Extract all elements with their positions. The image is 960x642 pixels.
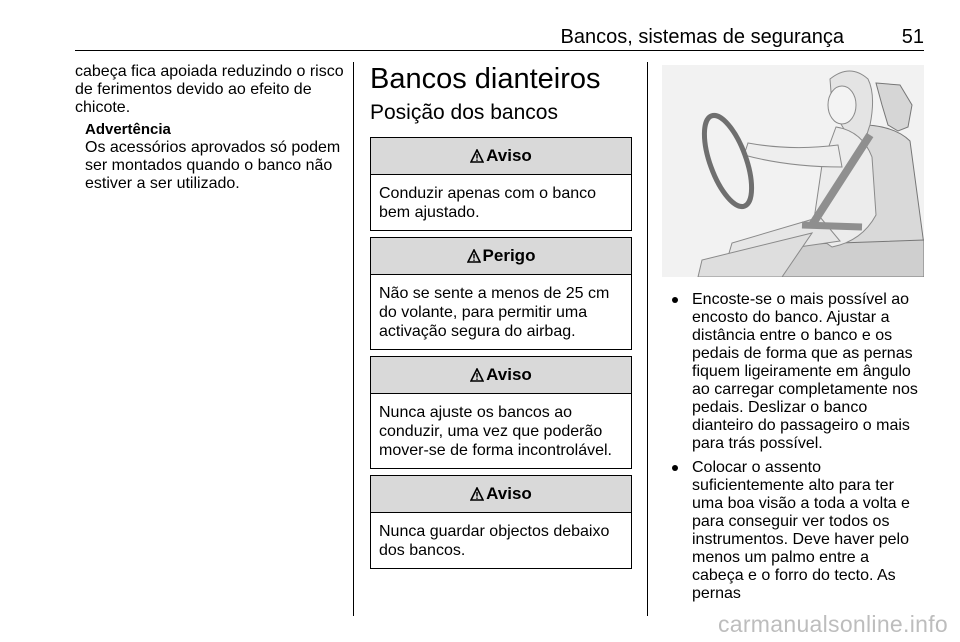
warning-triangle-icon [470, 487, 484, 501]
warning-text: Os acessórios aprovados só podem ser montados quando o banco não estiver a ser utilizado. [85, 139, 341, 192]
warning-triangle-icon [470, 149, 484, 163]
notice-box-title: Aviso [486, 365, 532, 384]
notice-box-header [371, 138, 631, 175]
bullet-icon [672, 297, 678, 303]
notice-box-text: Nunca guardar objectos debaixo dos bancos. [379, 523, 610, 559]
warning-note [85, 121, 345, 193]
watermark: carmanualsonline.info [717, 611, 948, 637]
list-item-text: Encoste-se o mais possível ao encosto do banco. Ajustar a distância entre o banco e os pedais de forma que as pernas fiquem ligeiramente em ângulo ao carregar completamente nos pedais. Deslizar o banco dianteiro do passageiro o mais para trás possível. [692, 291, 918, 452]
warning-triangle-icon [467, 249, 481, 263]
list-item [662, 459, 924, 603]
left-column [75, 63, 345, 193]
list-item-text: Colocar o assento suficientemente alto para ter uma boa visão a toda a volta e para conseguir ver todos os instrumentos. Deve haver pelo menos um palmo entre a cabeça e o forro do tecto. As pernas [692, 459, 910, 602]
subsection-heading: Posição dos bancos [370, 101, 558, 124]
notice-box-header [371, 238, 631, 275]
bullet-icon [672, 465, 678, 471]
page-header [75, 26, 924, 51]
column-divider-right [647, 62, 648, 616]
notice-box-text: Não se sente a menos de 25 cm do volante, para permitir uma activação segura do airbag. [379, 285, 610, 340]
notice-box-aviso-2 [370, 356, 632, 469]
section-heading: Bancos dianteiros [370, 63, 601, 95]
instruction-list [662, 291, 924, 603]
list-item [662, 291, 924, 453]
page-number: 51 [901, 26, 924, 48]
notice-box-perigo [370, 237, 632, 350]
notice-box-header [371, 357, 631, 394]
notice-box-aviso-1 [370, 137, 632, 231]
section-title: Bancos, sistemas de segurança [560, 26, 844, 48]
warning-triangle-icon [470, 368, 484, 382]
notice-box-header [371, 476, 631, 513]
right-column [662, 65, 924, 609]
warning-title: Advertência [85, 121, 171, 138]
seated-driver-illustration [662, 65, 924, 277]
notice-box-text: Conduzir apenas com o banco bem ajustado. [379, 185, 597, 221]
notice-box-text: Nunca ajuste os bancos ao conduzir, uma vez que poderão mover-se de forma incontrolável. [379, 404, 612, 459]
notice-box-title: Aviso [486, 484, 532, 503]
notice-box-aviso-3 [370, 475, 632, 569]
notice-box-title: Aviso [486, 146, 532, 165]
column-divider-left [353, 62, 354, 616]
middle-column [370, 62, 632, 559]
notice-box-title: Perigo [482, 246, 536, 265]
continued-paragraph: cabeça fica apoiada reduzindo o risco de ferimentos devido ao efeito de chicote. [75, 63, 344, 116]
